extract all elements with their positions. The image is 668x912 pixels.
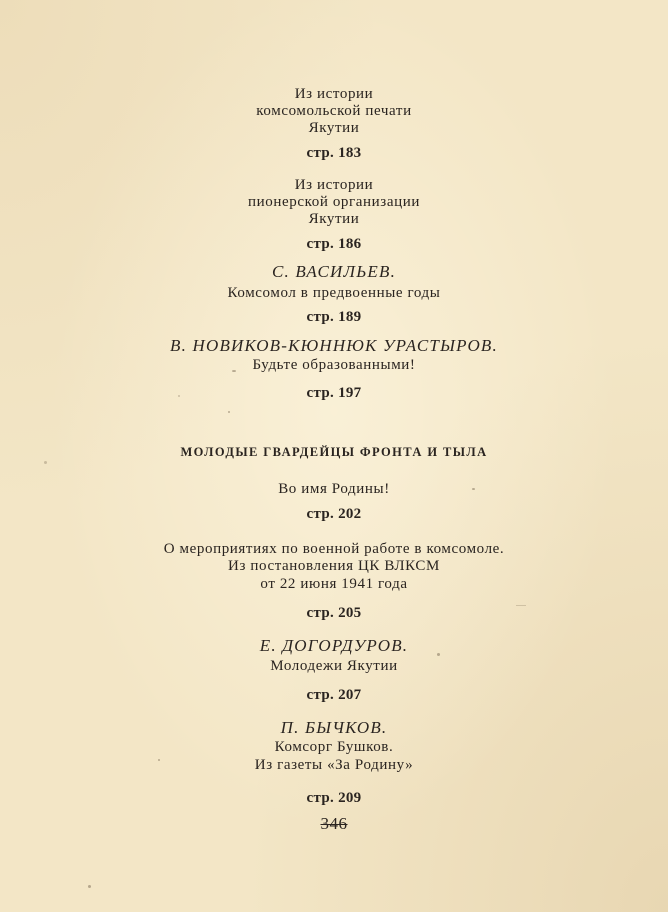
paper-speck [232, 370, 236, 372]
entry-author: П. БЫЧКОВ. [280, 718, 388, 737]
paper-speck [44, 461, 47, 464]
paper-speck [516, 605, 526, 606]
entry-title-line: Якутии [308, 211, 360, 227]
paper-speck [88, 885, 91, 888]
entry-title-line: от 22 июня 1941 года [260, 576, 408, 592]
entry-page-ref: стр. 205 [306, 605, 362, 621]
entry-page-ref: стр. 186 [306, 236, 362, 252]
entry-page-ref: стр. 209 [306, 790, 362, 806]
entry-title-line: Комсомол в предвоенные годы [227, 285, 441, 301]
entry-author: С. ВАСИЛЬЕВ. [271, 262, 397, 281]
entry-title-line: Комсорг Бушков. [274, 739, 394, 755]
entry-page-ref: стр. 183 [306, 145, 362, 161]
entry-page-ref: стр. 202 [306, 506, 362, 522]
entry-page-ref: стр. 197 [306, 385, 362, 401]
entry-title-line: Молодежи Якутии [270, 658, 398, 674]
entry-page-ref: стр. 207 [306, 687, 362, 703]
entry-page-ref: стр. 189 [306, 309, 362, 325]
paper-speck [472, 488, 475, 490]
paper-speck [437, 653, 440, 656]
entry-title-line: Якутии [308, 120, 360, 136]
entry-title-line: Из истории [294, 86, 374, 102]
entry-title-line: пионерской организации [248, 194, 420, 210]
page-number: 346 [320, 814, 348, 833]
paper-speck [228, 411, 230, 413]
entry-title-line: комсомольской печати [256, 103, 412, 119]
paper-speck [178, 395, 180, 397]
entry-title-line: Из газеты «За Родину» [254, 757, 414, 773]
entry-title-line: Из истории [294, 177, 374, 193]
entry-title-line: Во имя Родины! [278, 481, 390, 497]
paper-speck [158, 759, 160, 761]
entry-title-line: О мероприятиях по военной работе в комсомоле. [163, 541, 505, 557]
section-heading: МОЛОДЫЕ ГВАРДЕЙЦЫ ФРОНТА И ТЫЛА [180, 445, 488, 459]
entry-title-line: Будьте образованными! [252, 357, 416, 373]
entry-author: Е. ДОГОРДУРОВ. [259, 636, 409, 655]
entry-title-line: Из постановления ЦК ВЛКСМ [228, 558, 440, 574]
entry-author: В. НОВИКОВ-КЮННЮК УРАСТЫРОВ. [170, 336, 498, 355]
